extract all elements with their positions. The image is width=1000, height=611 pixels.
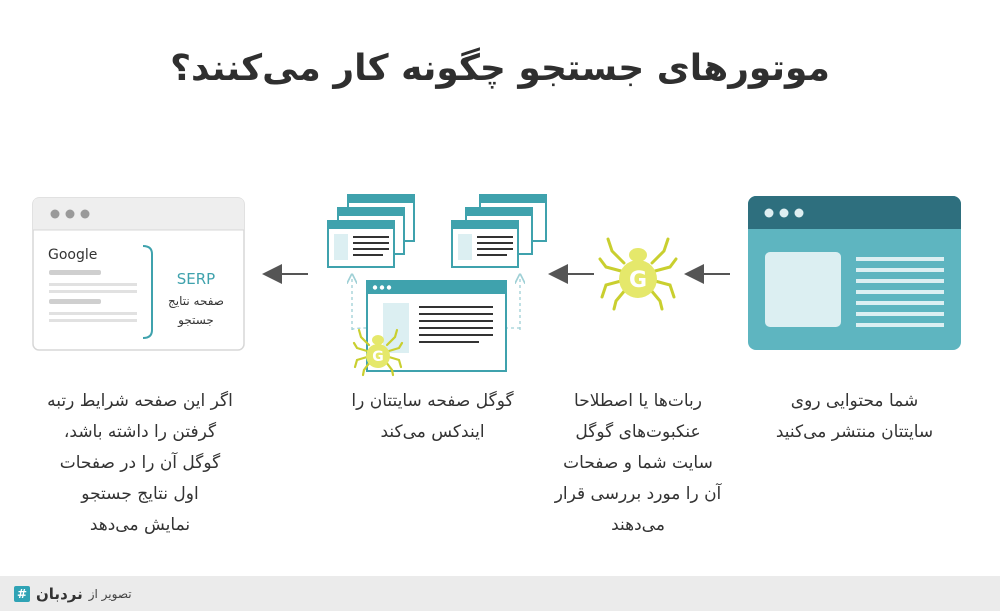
footer-bar <box>0 576 1000 611</box>
spider-crawler-icon <box>600 239 676 309</box>
website-browser-icon <box>748 196 961 350</box>
brand-credit[interactable] <box>14 583 132 605</box>
page-title: موتورهای جستجو چگونه کار می‌کنند؟ <box>170 48 830 89</box>
nardebaan-logo-icon: # <box>14 586 30 602</box>
serp-browser-icon <box>33 198 244 350</box>
serp-sub-line1: صفحه نتایج <box>168 294 224 308</box>
caption-serp: اگر این صفحه شرایط رتبه گرفتن را داشته باشد، گوگل آن را در صفحات اول نتایج جستجو نمایش می‌دهد <box>47 391 233 535</box>
spider-letter-small: G <box>372 349 384 365</box>
caption-publish: شما محتوایی روی سایتتان منتشر می‌کنید <box>775 391 934 442</box>
caption-index: گوگل صفحه سایتتان را ایندکس می‌کند <box>351 391 514 442</box>
serp-sub-line2: جستجو <box>178 313 214 327</box>
caption-crawl: ربات‌ها یا اصطلاحا عنکبوت‌های گوگل سایت شما و صفحات آن را مورد بررسی قرار می‌دهند <box>554 391 722 535</box>
spider-letter: G <box>628 268 648 293</box>
brand-name: نردبان <box>36 585 83 603</box>
google-wordmark: Google <box>48 247 98 263</box>
serp-label: SERP <box>176 270 216 288</box>
indexed-pages-icon <box>328 195 546 375</box>
image-credit-label: تصویر از <box>88 587 132 601</box>
